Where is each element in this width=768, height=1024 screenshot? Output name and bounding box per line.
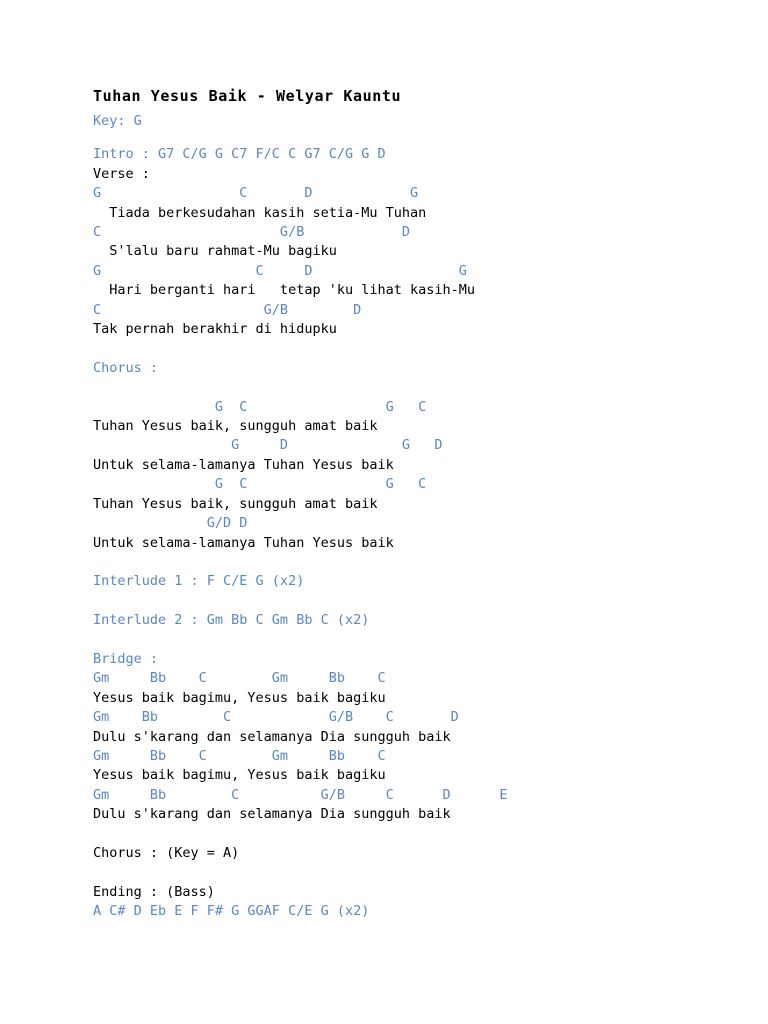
spacer-line [93, 863, 768, 882]
chord-line: Gm Bb C Gm Bb C [93, 670, 386, 687]
chord-line: G C D G [93, 185, 419, 202]
lyric-line: Ending : (Bass) [93, 883, 215, 900]
chord-line: C G/B D [93, 301, 362, 318]
chord-line: Interlude 1 : F C/E G (x2) [93, 573, 305, 590]
chord-line: Chorus : [93, 359, 159, 376]
chord-line: G C G C [93, 398, 427, 415]
chord-line: Intro : G7 C/G G C7 F/C C G7 C/G G D [93, 146, 386, 163]
lyric-line: Tuhan Yesus baik, sungguh amat baik [93, 418, 378, 435]
lyric-line: Chorus : (Key = A) [93, 844, 240, 861]
chord-line: C G/B D [93, 224, 410, 241]
lyric-line: Untuk selama-lamanya Tuhan Yesus baik [93, 456, 394, 473]
chord-line: G C G C [93, 476, 427, 493]
lyric-line: S'lalu baru rahmat-Mu bagiku [93, 243, 337, 260]
lyric-line: Tak pernah berakhir di hidupku [93, 321, 337, 338]
lyric-line: Dulu s'karang dan selamanya Dia sungguh baik [93, 806, 451, 823]
spacer-line [93, 592, 768, 611]
chord-line: Interlude 2 : Gm Bb C Gm Bb C (x2) [93, 612, 370, 629]
lyric-line: Dulu s'karang dan selamanya Dia sungguh baik [93, 728, 451, 745]
chord-line: Gm Bb C G/B C D [93, 709, 459, 726]
spacer-line [93, 631, 768, 650]
lyric-line: Verse : [93, 165, 150, 182]
spacer-line [93, 553, 768, 572]
lyric-line: Hari berganti hari tetap 'ku lihat kasih-Mu [93, 282, 476, 299]
lyric-line: Tiada berkesudahan kasih setia-Mu Tuhan [93, 204, 427, 221]
chord-line: G C D G [93, 262, 467, 279]
chord-line: Gm Bb C G/B C D E [93, 786, 508, 803]
song-key: Key: G [93, 113, 142, 129]
chord-chart-body [93, 145, 768, 921]
spacer-line [93, 378, 768, 397]
chord-line: Bridge : [93, 650, 159, 667]
page-title: Tuhan Yesus Baik - Welyar Kauntu [93, 87, 402, 105]
lyric-line: Untuk selama-lamanya Tuhan Yesus baik [93, 534, 394, 551]
chord-line: G D G D [93, 437, 443, 454]
spacer-line [93, 825, 768, 844]
spacer-line [93, 339, 768, 358]
lyric-line: Yesus baik bagimu, Yesus baik bagiku [93, 689, 386, 706]
chord-line: G/D D [93, 515, 248, 532]
chord-line: A C# D Eb E F F# G GGAF C/E G (x2) [93, 903, 370, 920]
lyric-line: Yesus baik bagimu, Yesus baik bagiku [93, 767, 386, 784]
chord-line: Gm Bb C Gm Bb C [93, 747, 386, 764]
lyric-line: Tuhan Yesus baik, sungguh amat baik [93, 495, 378, 512]
